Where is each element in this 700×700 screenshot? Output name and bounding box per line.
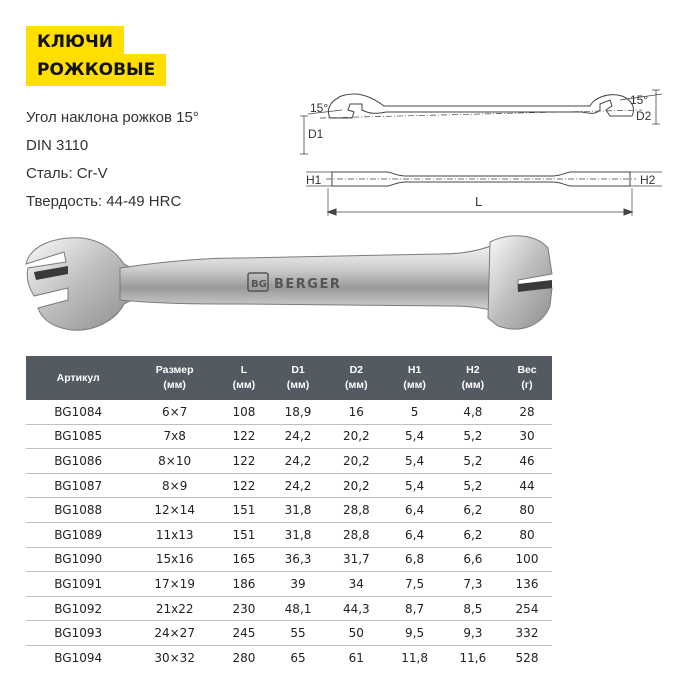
table-cell: 7,3 [444, 572, 502, 597]
table-cell: BG1094 [54, 650, 103, 665]
table-cell: 30 [502, 424, 552, 449]
drawing-l-label: L [475, 194, 483, 209]
specs-table [26, 356, 552, 670]
table-header-label: D1 [291, 364, 305, 376]
table-cell: 4,8 [444, 400, 502, 424]
table-cell: 5,2 [444, 449, 502, 474]
table-cell: BG1088 [26, 498, 130, 523]
spec-steel: Сталь: Cr-V [26, 165, 108, 182]
table-row [26, 522, 552, 547]
table-row [26, 424, 552, 449]
table-cell: BG1092 [26, 596, 130, 621]
table-cell: 122 [219, 424, 269, 449]
table-cell: 50 [327, 621, 385, 646]
table-cell: 6,8 [385, 547, 443, 572]
spec-hardness: Твердость: 44-49 HRC [26, 193, 182, 210]
table-row [26, 473, 552, 498]
table-cell: 20,2 [327, 473, 385, 498]
table-cell: 9,5 [385, 621, 443, 646]
table-cell: 151 [219, 522, 269, 547]
spec-angle: Угол наклона рожков 15° [26, 109, 199, 126]
table-cell: 31,7 [327, 547, 385, 572]
table-row [26, 498, 552, 523]
table-cell: 34 [327, 572, 385, 597]
table-cell: 9,3 [444, 621, 502, 646]
table-cell: 18,9 [269, 400, 327, 424]
table-header-unit: (мм) [286, 379, 310, 391]
table-cell: 12×14 [130, 498, 219, 523]
table-cell: 151 [219, 498, 269, 523]
table-cell: 17×19 [130, 572, 219, 597]
table-header-unit: (мм) [403, 379, 426, 391]
drawing-h2-label: H2 [640, 173, 656, 187]
table-cell: 44 [502, 473, 552, 498]
specs-list [26, 104, 199, 216]
table-cell: 8,7 [385, 596, 443, 621]
table-cell: 30×32 [154, 650, 195, 665]
table-cell: 6,4 [385, 522, 443, 547]
drawing-d1-label: D1 [308, 127, 324, 141]
table-cell: 136 [502, 572, 552, 597]
table-cell: 31,8 [269, 498, 327, 523]
table-header-cell [219, 356, 269, 400]
wrench-photo [20, 228, 560, 338]
table-row [26, 400, 552, 424]
table-header-row [26, 356, 552, 400]
table-cell: BG1091 [26, 572, 130, 597]
drawing-angle-left-label: 15° [310, 101, 329, 115]
table-cell: 5,4 [385, 449, 443, 474]
table-cell: 28,8 [327, 498, 385, 523]
table-header-unit: (мм) [345, 379, 368, 391]
table-cell: 8×9 [130, 473, 219, 498]
table-cell: 186 [219, 572, 269, 597]
table-header-label: L [240, 364, 248, 376]
table-header-label: Артикул [56, 371, 100, 384]
table-cell: 100 [502, 547, 552, 572]
table-header-label: H2 [466, 364, 480, 376]
drawing-d2-label: D2 [636, 109, 652, 123]
table-cell: 6,2 [444, 498, 502, 523]
table-cell: 28 [502, 400, 552, 424]
drawing-d1-bracket [300, 116, 308, 154]
table-cell: 245 [219, 621, 269, 646]
table-cell: BG1090 [26, 547, 130, 572]
table-cell: 11,6 [459, 650, 487, 665]
table-header-label: Размер [155, 364, 194, 376]
table-cell: 24×27 [130, 621, 219, 646]
table-cell: 11,8 [401, 650, 428, 665]
table-cell: 24,2 [269, 449, 327, 474]
table-header-unit: (мм) [232, 379, 256, 391]
table-cell: 7x8 [130, 424, 219, 449]
table-cell: 332 [502, 621, 552, 646]
table-header-unit: (мм) [163, 379, 186, 391]
table-cell: 21x22 [130, 596, 219, 621]
table-cell: 6,2 [444, 522, 502, 547]
table-cell: 122 [219, 449, 269, 474]
table-cell: 36,3 [269, 547, 327, 572]
table-cell: 5 [385, 400, 443, 424]
table-cell: 122 [219, 473, 269, 498]
table-header-unit: (мм) [461, 379, 485, 391]
table-cell: 48,1 [269, 596, 327, 621]
table-cell: 24,2 [269, 473, 327, 498]
table-cell: 5,4 [385, 424, 443, 449]
table-cell: 44,3 [327, 596, 385, 621]
table-cell: 39 [269, 572, 327, 597]
title-line-2: РОЖКОВЫЕ [26, 54, 166, 86]
table-row [26, 547, 552, 572]
table-cell: 8,5 [444, 596, 502, 621]
table-cell: 280 [232, 650, 256, 665]
technical-drawing [290, 80, 670, 220]
table-cell: 6,4 [385, 498, 443, 523]
brand-logo-mark: BG [251, 279, 267, 290]
table-row [26, 596, 552, 621]
table-cell: 80 [502, 498, 552, 523]
table-body [26, 400, 552, 670]
table-cell: 108 [219, 400, 269, 424]
table-header-cell [130, 356, 219, 400]
table-header-label: Вес [517, 364, 537, 376]
table-cell: 254 [502, 596, 552, 621]
table-cell: 24,2 [269, 424, 327, 449]
drawing-angle-right-label: 15° [630, 93, 649, 107]
table-cell: 46 [502, 449, 552, 474]
brand-name: BERGER [274, 277, 342, 292]
table-row [26, 572, 552, 597]
table-cell: 7,5 [385, 572, 443, 597]
table-cell: 528 [515, 650, 539, 665]
wrench-head-left [26, 238, 132, 330]
table-row [26, 621, 552, 646]
table-row [26, 645, 552, 669]
table-row [26, 449, 552, 474]
table-cell: 5,2 [444, 473, 502, 498]
table-cell: BG1087 [26, 473, 130, 498]
drawing-center-line [320, 110, 642, 118]
table-cell: 61 [348, 650, 364, 665]
table-cell: 80 [502, 522, 552, 547]
table-header-label: D2 [349, 364, 364, 376]
table-cell: BG1086 [26, 449, 130, 474]
table-cell: 11x13 [130, 522, 219, 547]
table-cell: 28,8 [327, 522, 385, 547]
drawing-h1-label: H1 [306, 173, 322, 187]
table-cell: BG1085 [26, 424, 130, 449]
table-header-cell [444, 356, 502, 400]
table-cell: 5,4 [385, 473, 443, 498]
table-header-cell [26, 356, 130, 400]
table-cell: 6,6 [444, 547, 502, 572]
table-cell: 65 [290, 650, 306, 665]
table-header-cell [327, 356, 385, 400]
table-cell: 55 [269, 621, 327, 646]
table-cell: 31,8 [269, 522, 327, 547]
table-header-cell [502, 356, 552, 400]
table-cell: 16 [327, 400, 385, 424]
table-cell: BG1084 [26, 400, 130, 424]
title-line-1: КЛЮЧИ [26, 26, 124, 58]
table-header-unit: (г) [521, 379, 533, 391]
table-header-cell [269, 356, 327, 400]
table-cell: 20,2 [327, 424, 385, 449]
drawing-wrench-top-view [328, 94, 633, 118]
table-header-cell [385, 356, 443, 400]
table-cell: 5,2 [444, 424, 502, 449]
table-cell: 8×10 [130, 449, 219, 474]
table-header-label: H1 [407, 364, 422, 376]
table-cell: 15x16 [130, 547, 219, 572]
table-cell: 165 [219, 547, 269, 572]
table-cell: BG1093 [26, 621, 130, 646]
table-cell: 20,2 [327, 449, 385, 474]
table-cell: 6×7 [130, 400, 219, 424]
spec-standard: DIN 3110 [26, 137, 89, 154]
table-cell: 230 [219, 596, 269, 621]
table-cell: BG1089 [26, 522, 130, 547]
